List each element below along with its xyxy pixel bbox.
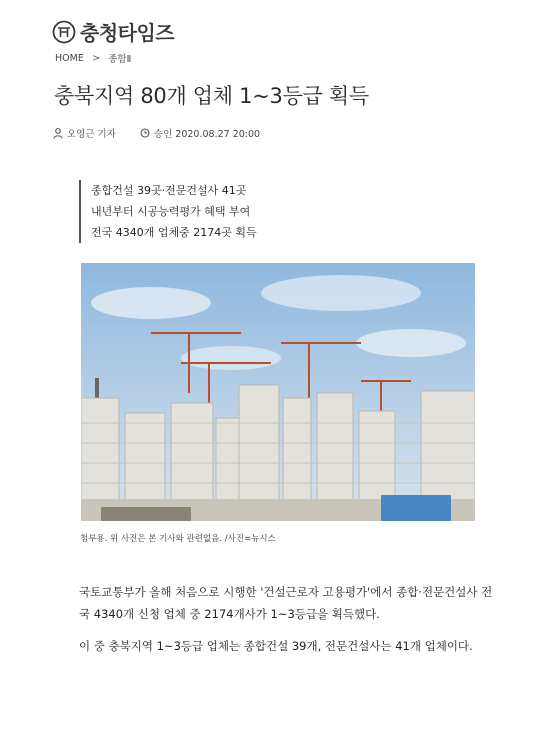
breadcrumb <box>55 51 131 65</box>
article-meta <box>53 126 260 140</box>
person-icon <box>53 128 63 139</box>
breadcrumb-home[interactable]: HOME <box>55 52 84 64</box>
reporter <box>53 126 116 140</box>
site-logo[interactable] <box>52 17 174 46</box>
article-paragraph: 국토교통부가 올해 처음으로 시행한 '건설근로자 고용평가'에서 종합·전문건설사 전국 4340개 신청 업체 중 2174개사가 1~3등급을 획득했다. <box>79 585 493 621</box>
clock-icon <box>140 128 150 138</box>
article-subheads <box>79 180 257 243</box>
logo-emblem-icon <box>52 20 76 44</box>
subhead-line: 전국 4340개 업체중 2174곳 획득 <box>91 226 257 239</box>
approved-time <box>140 126 260 140</box>
approved-datetime: 승인 2020.08.27 20:00 <box>153 129 261 140</box>
article-photo <box>81 263 475 521</box>
chevron-right-icon: > <box>91 52 101 64</box>
logo-text: 충청타임즈 <box>80 21 175 45</box>
article-paragraph: 이 중 충북지역 1~3등급 업체는 종합건설 39개, 전문건설사는 41개 업체이다. <box>79 639 473 653</box>
article-title: 충북지역 80개 업체 1~3등급 획득 <box>54 84 369 108</box>
breadcrumb-section[interactable]: 종합Ⅱ <box>108 54 132 65</box>
reporter-name: 오영근 기자 <box>67 129 116 140</box>
subhead-line: 종합건설 39곳·전문건설사 41곳 <box>91 184 247 197</box>
article-body <box>79 581 499 667</box>
subhead-line: 내년부터 시공능력평가 혜택 부여 <box>91 205 251 218</box>
photo-caption: 첨부용. 위 사진은 본 기사와 관련없음. /사진=뉴시스 <box>80 534 276 544</box>
